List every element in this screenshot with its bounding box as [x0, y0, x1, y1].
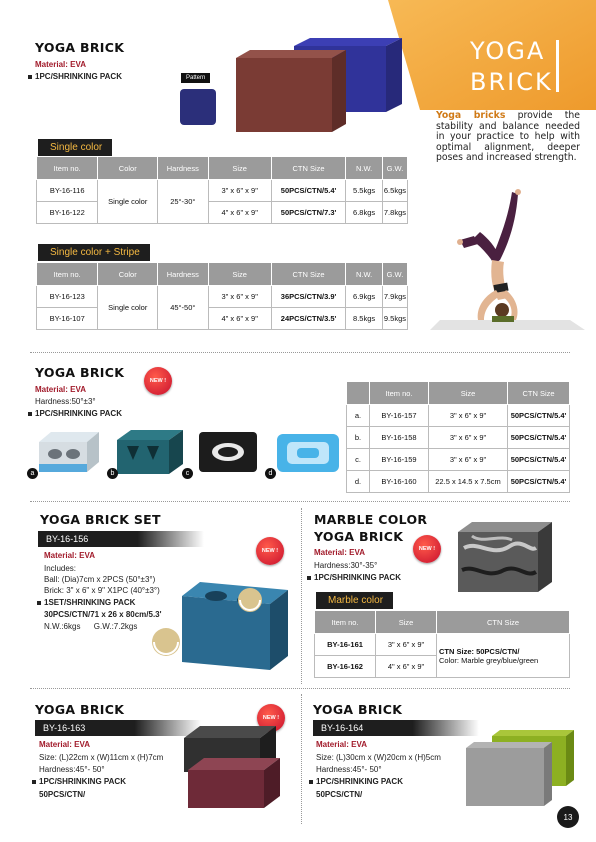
- col-gw: G.W.: [382, 157, 407, 180]
- brick-pair-image: [178, 718, 294, 818]
- variant-table: [346, 381, 570, 493]
- variant-label-b: b: [107, 468, 118, 479]
- cell-nw: 6.9kgs: [346, 286, 383, 308]
- pattern-label: Pattern: [181, 73, 210, 83]
- cell-item: BY-16-157: [370, 405, 429, 427]
- new-badge: NEW !: [257, 704, 285, 732]
- section4-packing: [307, 572, 401, 583]
- table-header-row: [37, 263, 408, 286]
- cell-ctn: 50PCS/CTN/5.4': [508, 427, 570, 449]
- title-bar-divider: [556, 40, 559, 92]
- section3-ctn: 30PCS/CTN/71 x 26 x 80cm/5.3': [44, 610, 162, 619]
- section6-code: BY-16-164: [313, 720, 479, 736]
- vertical-divider: [301, 508, 302, 684]
- col-size: Size: [208, 157, 271, 180]
- col-item: Item no.: [315, 611, 376, 634]
- col-hardness: Hardness: [158, 263, 208, 286]
- bullet-icon: [32, 780, 36, 784]
- flat-brick-image: [462, 726, 578, 812]
- variant-label-c: c: [182, 468, 193, 479]
- col-ctn: CTN Size: [271, 263, 345, 286]
- cell-item: BY-16-159: [370, 449, 429, 471]
- section1-title: YOGA BRICK: [35, 40, 125, 55]
- col-ctn: CTN Size: [437, 611, 570, 634]
- new-badge: NEW !: [256, 537, 284, 565]
- section6-ctn: 50PCS/CTN/: [316, 790, 363, 799]
- section6-size: Size: (L)30cm x (W)20cm x (H)5cm: [316, 753, 441, 762]
- section5-hardness: Hardness:45°- 50°: [39, 765, 105, 774]
- cell-nw: 5.5kgs: [346, 180, 383, 202]
- section2-title: YOGA BRICK: [35, 365, 125, 380]
- section1-packing: [28, 71, 122, 82]
- cell-item: BY-16-162: [315, 656, 376, 678]
- vertical-divider: [301, 694, 302, 824]
- divider: [30, 352, 570, 353]
- section3-material: Material: EVA: [44, 551, 95, 560]
- bullet-icon: [28, 75, 32, 79]
- table-header-row: [37, 157, 408, 180]
- section3-packing: [37, 597, 135, 608]
- cell-ctn: 50PCS/CTN/5.4': [508, 471, 570, 493]
- col-hardness: Hardness: [158, 157, 208, 180]
- section4-hardness: Hardness:30°-35°: [314, 561, 378, 570]
- cell-index: b.: [347, 427, 370, 449]
- bullet-icon: [37, 601, 41, 605]
- variant-label-a: a: [27, 468, 38, 479]
- col-index: [347, 382, 370, 405]
- intro-rest: provide the stability and balance needed in your practice to help with optimal alignment, deeper poses and increased strength.: [436, 110, 580, 163]
- cell-color: Single color: [98, 180, 158, 224]
- bullet-icon: [307, 576, 311, 580]
- cell-size: 4" x 6" x 9": [208, 202, 271, 224]
- cell-gw: 7.8kgs: [382, 202, 407, 224]
- cell-size: 4" x 6" x 9": [376, 656, 437, 678]
- col-color: Color: [98, 157, 158, 180]
- section5-title: YOGA BRICK: [35, 702, 125, 717]
- intro-text: [436, 111, 580, 164]
- cell-hardness: 25°-30°: [158, 180, 208, 224]
- cell-size: 3" x 6" x 9": [208, 286, 271, 308]
- cell-size: 3" x 6" x 9": [376, 634, 437, 656]
- section3-code: BY-16-156: [38, 531, 204, 547]
- table-row: [347, 405, 570, 427]
- brick-set-image: [148, 574, 294, 682]
- cell-size: 3" x 6" x 9": [429, 427, 508, 449]
- cell-size: 3" x 6" x 9": [429, 449, 508, 471]
- stripe-tab: Single color + Stripe: [38, 244, 150, 261]
- big-title: [470, 36, 580, 98]
- section4-title-line2: YOGA BRICK: [314, 529, 404, 544]
- section3-includes: Includes:: [44, 564, 77, 573]
- section6-hardness: Hardness:45°- 50°: [316, 765, 382, 774]
- col-item: Item no.: [37, 263, 98, 286]
- pattern-swatch: [180, 89, 216, 125]
- cell-index: d.: [347, 471, 370, 493]
- section2-packing-text: 1PC/SHRINKING PACK: [35, 409, 122, 418]
- cell-item: BY-16-158: [370, 427, 429, 449]
- cell-ctn: 50PCS/CTN/7.3': [271, 202, 345, 224]
- section5-code: BY-16-163: [35, 720, 201, 736]
- section6-packing-text: 1PC/SHRINKING PACK: [316, 777, 403, 786]
- cell-item: BY-16-160: [370, 471, 429, 493]
- section3-weights: N.W.:6kgs G.W.:7.2kgs: [44, 622, 138, 631]
- section6-material: Material: EVA: [316, 740, 367, 749]
- cell-ctn: 24PCS/CTN/3.5': [271, 308, 345, 330]
- section5-packing: [32, 776, 126, 787]
- cell-size: 3" x 6" x 9": [208, 180, 271, 202]
- section5-ctn: 50PCS/CTN/: [39, 790, 86, 799]
- col-color: Color: [98, 263, 158, 286]
- section4-packing-text: 1PC/SHRINKING PACK: [314, 573, 401, 582]
- cell-item: BY-16-161: [315, 634, 376, 656]
- col-size: Size: [429, 382, 508, 405]
- section4-title-line1: MARBLE COLOR: [314, 512, 428, 527]
- section3-packing-text: 1SET/SHRINKING PACK: [44, 598, 136, 607]
- single-color-table: [36, 156, 408, 224]
- marble-brick-image: [452, 518, 558, 598]
- col-ctn: CTN Size: [508, 382, 570, 405]
- cell-ctn: 50PCS/CTN/5.4': [508, 405, 570, 427]
- cell-hardness: 45°-50°: [158, 286, 208, 330]
- table-row: [347, 449, 570, 471]
- col-item: Item no.: [37, 157, 98, 180]
- cell-item: BY-16-123: [37, 286, 98, 308]
- divider: [30, 501, 570, 502]
- section4-material: Material: EVA: [314, 548, 365, 557]
- section2-packing: [28, 408, 122, 419]
- cell-size: 3" x 6" x 9": [429, 405, 508, 427]
- cell-index: a.: [347, 405, 370, 427]
- page-number: 13: [557, 806, 579, 828]
- col-gw: G.W.: [382, 263, 407, 286]
- col-item: Item no.: [370, 382, 429, 405]
- bullet-icon: [309, 780, 313, 784]
- ctn-size-text: CTN Size: 50PCS/CTN/: [439, 646, 520, 656]
- yoga-pose-image: [420, 180, 590, 335]
- colors-text: Color: Marble grey/blue/green: [439, 655, 539, 665]
- table-row: [37, 180, 408, 202]
- section5-size: Size: (L)22cm x (W)11cm x (H)7cm: [39, 753, 164, 762]
- cell-gw: 6.5kgs: [382, 180, 407, 202]
- section3-brick: Brick: 3" x 6" x 9" X1PC (40°±3°): [44, 586, 160, 595]
- section1-material: Material: EVA: [35, 60, 86, 69]
- table-row: [37, 202, 408, 224]
- section3-ball: Ball: (Dia)7cm x 2PCS (50°±3°): [44, 575, 156, 584]
- section1-packing-text: 1PC/SHRINKING PACK: [35, 72, 122, 81]
- cell-size: 22.5 x 14.5 x 7.5cm: [429, 471, 508, 493]
- stripe-table: [36, 262, 408, 330]
- new-badge: NEW !: [413, 535, 441, 563]
- big-title-line2: BRICK: [470, 68, 553, 96]
- section2-hardness: Hardness:50°±3°: [35, 397, 96, 406]
- table-row: [315, 634, 570, 656]
- col-ctn: CTN Size: [271, 157, 345, 180]
- cell-item: BY-16-107: [37, 308, 98, 330]
- cell-color: Single color: [98, 286, 158, 330]
- section5-packing-text: 1PC/SHRINKING PACK: [39, 777, 126, 786]
- section2-material: Material: EVA: [35, 385, 86, 394]
- section6-packing: [309, 776, 403, 787]
- cell-ctn: 50PCS/CTN/5.4': [508, 449, 570, 471]
- cell-index: c.: [347, 449, 370, 471]
- big-title-line1: YOGA: [470, 37, 546, 65]
- section6-title: YOGA BRICK: [313, 702, 403, 717]
- table-row: [347, 471, 570, 493]
- marble-color-tab: Marble color: [316, 592, 393, 609]
- cell-nw: 6.8kgs: [346, 202, 383, 224]
- table-header-row: [315, 611, 570, 634]
- bullet-icon: [28, 412, 32, 416]
- brick-images: [232, 34, 407, 136]
- cell-nw: 8.5kgs: [346, 308, 383, 330]
- intro-lead: Yoga bricks: [436, 110, 506, 121]
- cell-size: 4" x 6" x 9": [208, 308, 271, 330]
- section3-title: YOGA BRICK SET: [40, 512, 161, 527]
- cell-ctn: [437, 634, 570, 678]
- col-size: Size: [208, 263, 271, 286]
- cell-item: BY-16-116: [37, 180, 98, 202]
- marble-table: [314, 610, 570, 678]
- variant-label-d: d: [265, 468, 276, 479]
- cell-ctn: 36PCS/CTN/3.9': [271, 286, 345, 308]
- table-row: [347, 427, 570, 449]
- single-color-tab: Single color: [38, 139, 112, 156]
- table-header-row: [347, 382, 570, 405]
- col-nw: N.W.: [346, 263, 383, 286]
- table-row: [37, 308, 408, 330]
- cell-ctn: 50PCS/CTN/5.4': [271, 180, 345, 202]
- col-nw: N.W.: [346, 157, 383, 180]
- cell-gw: 9.5kgs: [382, 308, 407, 330]
- table-row: [37, 286, 408, 308]
- cell-gw: 7.9kgs: [382, 286, 407, 308]
- divider: [30, 688, 570, 689]
- cell-item: BY-16-122: [37, 202, 98, 224]
- new-badge: NEW !: [144, 367, 172, 395]
- section5-material: Material: EVA: [39, 740, 90, 749]
- col-size: Size: [376, 611, 437, 634]
